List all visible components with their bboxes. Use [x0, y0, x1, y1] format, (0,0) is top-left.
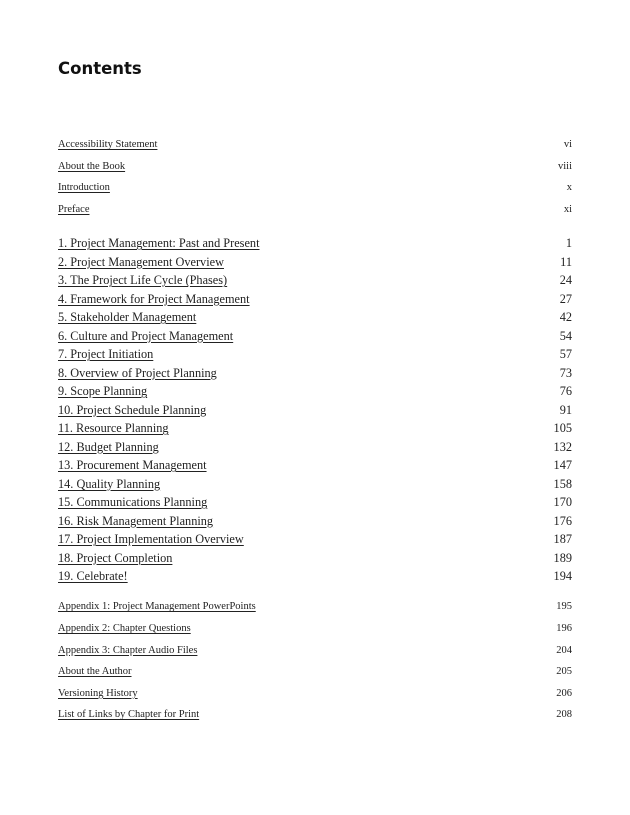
toc-entry-page: xi [563, 204, 572, 215]
toc-entry[interactable] [58, 161, 572, 172]
toc-entry-label[interactable]: About the Book [58, 161, 126, 172]
toc-chapter-page: 147 [553, 458, 572, 472]
toc-chapter-page: 76 [559, 384, 572, 398]
toc-entry-page: 196 [556, 623, 572, 634]
toc-entry[interactable] [58, 645, 572, 656]
toc-entry-label[interactable]: Preface [58, 204, 90, 215]
toc-entry-page: 205 [556, 666, 572, 677]
toc-chapter-page: 54 [559, 328, 572, 343]
toc-entry-label[interactable]: Introduction [58, 182, 110, 193]
toc-chapter[interactable] [58, 236, 572, 251]
toc-chapter[interactable] [58, 403, 572, 418]
toc-entry[interactable] [58, 623, 572, 634]
toc-chapter-page: 57 [559, 347, 572, 361]
toc-chapter[interactable] [58, 514, 572, 529]
toc-chapter-page: 194 [553, 569, 572, 583]
toc-chapter[interactable] [58, 440, 572, 455]
toc-chapter-label[interactable]: 11. Resource Planning [58, 421, 169, 435]
toc-chapter-label[interactable]: 8. Overview of Project Planning [58, 365, 217, 380]
toc-entry-label[interactable]: List of Links by Chapter for Print [58, 709, 200, 720]
toc-entry[interactable] [58, 139, 572, 150]
toc-chapter-label[interactable]: 17. Project Implementation Overview [58, 532, 244, 546]
toc-entry-page: 195 [556, 601, 572, 612]
toc-entry-page: 206 [556, 687, 572, 699]
toc-chapter[interactable] [58, 310, 572, 325]
toc-chapter-label[interactable]: 12. Budget Planning [58, 439, 159, 454]
toc-chapter[interactable] [58, 551, 572, 566]
toc-chapter[interactable] [58, 366, 572, 381]
toc-chapter-label[interactable]: 7. Project Initiation [58, 347, 154, 361]
toc-chapter[interactable] [58, 329, 572, 344]
toc-chapter[interactable] [58, 477, 572, 492]
toc-chapter-page: 158 [553, 476, 572, 491]
toc-entry[interactable] [58, 666, 572, 677]
toc-chapter-label[interactable]: 10. Project Schedule Planning [58, 402, 207, 417]
toc-chapter-label[interactable]: 5. Stakeholder Management [58, 310, 197, 324]
toc-entry-label[interactable]: About the Author [58, 666, 132, 677]
toc-chapter-page: 1 [565, 236, 572, 250]
toc-chapter-label[interactable]: 15. Communications Planning [58, 495, 208, 509]
toc-chapter-page: 24 [559, 273, 572, 287]
toc-entry-label[interactable]: Accessibility Statement [58, 139, 158, 150]
toc-chapter[interactable] [58, 495, 572, 510]
toc-entry-label[interactable]: Appendix 1: Project Management PowerPoints [58, 601, 256, 612]
toc-chapter-label[interactable]: 9. Scope Planning [58, 384, 148, 398]
toc-entry-page: viii [557, 161, 572, 172]
toc-entry-label[interactable]: Appendix 3: Chapter Audio Files [58, 644, 198, 656]
toc-chapter-page: 132 [553, 439, 572, 454]
toc-chapter-page: 187 [553, 532, 572, 546]
page-title: Contents [58, 59, 142, 78]
toc-chapter-page: 189 [553, 550, 572, 565]
toc-entry[interactable] [58, 688, 572, 699]
toc-chapter-page: 11 [560, 254, 572, 269]
toc-chapter[interactable] [58, 458, 572, 473]
toc-entry-label[interactable]: Appendix 2: Chapter Questions [58, 623, 191, 634]
toc-chapter-label[interactable]: 18. Project Completion [58, 550, 173, 565]
toc-chapter-page: 105 [553, 421, 572, 435]
toc-chapter[interactable] [58, 532, 572, 547]
toc-chapter[interactable] [58, 255, 572, 270]
toc-chapter[interactable] [58, 292, 572, 307]
toc-chapter-page: 42 [559, 310, 572, 324]
toc-chapter[interactable] [58, 569, 572, 584]
toc-entry[interactable] [58, 709, 572, 720]
toc-entry-page: x [566, 182, 572, 193]
toc-chapter-label[interactable]: 4. Framework for Project Management [58, 291, 250, 306]
toc-entry[interactable] [58, 601, 572, 612]
toc-chapter[interactable] [58, 273, 572, 288]
toc-entry[interactable] [58, 204, 572, 215]
toc-chapter-label[interactable]: 1. Project Management: Past and Present [58, 236, 260, 250]
toc-chapter-label[interactable]: 19. Celebrate! [58, 569, 128, 583]
toc-chapter-label[interactable]: 14. Quality Planning [58, 476, 161, 491]
toc-chapter-label[interactable]: 16. Risk Management Planning [58, 513, 214, 528]
toc-entry[interactable] [58, 182, 572, 193]
toc-chapter-label[interactable]: 2. Project Management Overview [58, 254, 224, 269]
toc-entry-page: vi [563, 139, 572, 150]
toc-chapter-page: 27 [559, 291, 572, 306]
toc-entry-page: 204 [556, 644, 572, 656]
toc-chapter[interactable] [58, 384, 572, 399]
toc-entry-page: 208 [556, 709, 572, 720]
toc-entry-label[interactable]: Versioning History [58, 687, 138, 699]
toc-chapter-page: 73 [559, 365, 572, 380]
toc-chapter-label[interactable]: 6. Culture and Project Management [58, 328, 234, 343]
toc-chapter-page: 170 [553, 495, 572, 509]
toc-chapter-page: 91 [559, 402, 572, 417]
toc-chapter[interactable] [58, 421, 572, 436]
toc-chapter-page: 176 [553, 513, 572, 528]
toc-chapter[interactable] [58, 347, 572, 362]
toc-chapter-label[interactable]: 13. Procurement Management [58, 458, 207, 472]
toc-chapter-label[interactable]: 3. The Project Life Cycle (Phases) [58, 273, 228, 287]
